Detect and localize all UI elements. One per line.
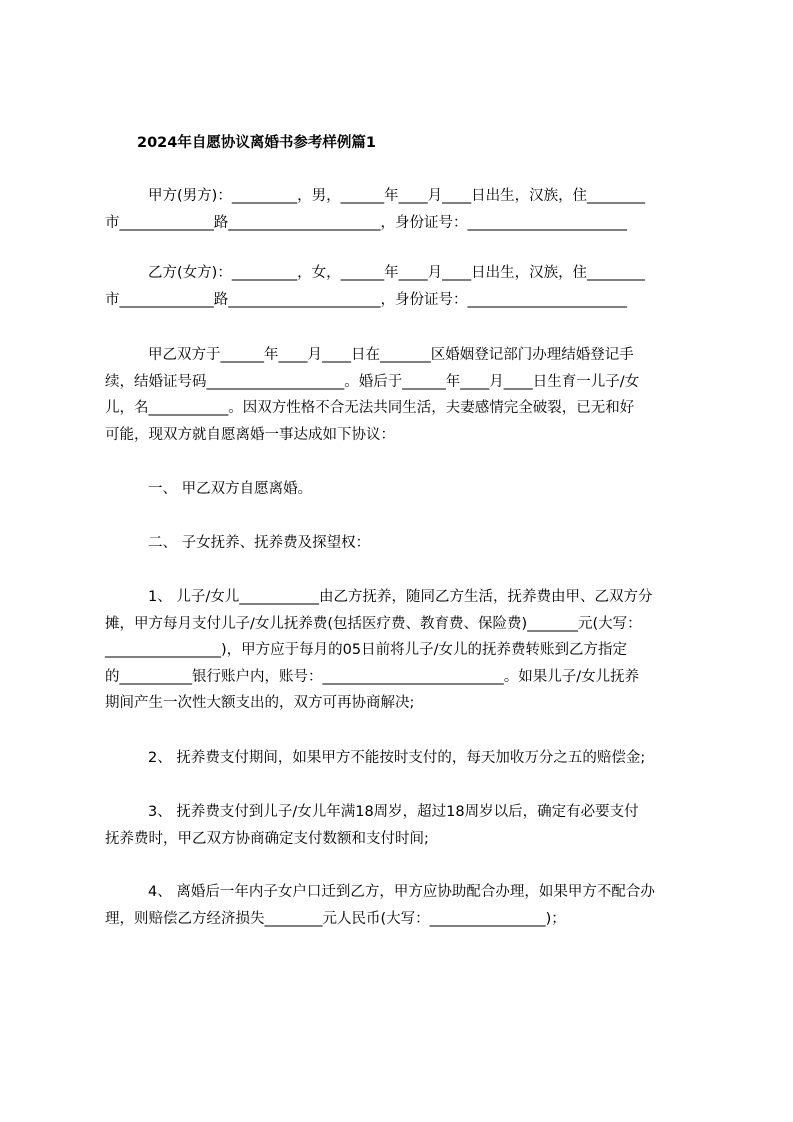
party-b-line-2: 市_____________路_____________________，身份证号：______________________ <box>105 292 627 308</box>
item-4-line-2: 理，则赔偿乙方经济损失________元人民币(大写：________________)； <box>105 911 566 927</box>
item-1-line-4: 的__________银行账户内，账号：_________________________。如果儿子/女儿抚养 <box>105 669 640 685</box>
item-3-line-1: 3、 抚养费支付到儿子/女儿年满18周岁，超过18周岁以后，确定有必要支付 <box>148 804 639 820</box>
intro-line-1: 甲乙双方于______年____月____日在_______区婚姻登记部门办理结婚登记手 <box>148 347 634 363</box>
intro-line-2: 续，结婚证号码___________________。婚后于______年____月____日生育一儿子/女 <box>105 374 640 390</box>
item-1-line-5: 期间产生一次性大额支出的，双方可再协商解决; <box>105 695 415 711</box>
clause-2-heading: 二、 子女抚养、抚养费及探望权： <box>148 535 371 551</box>
item-3-line-2: 抚养费时，甲乙双方协商确定支付数额和支付时间; <box>105 831 429 847</box>
document-title: 2024年自愿协议离婚书参考样例篇1 <box>137 135 376 151</box>
intro-line-3: 儿，名___________。因双方性格不合无法共同生活，夫妻感情完全破裂，已无和好 <box>105 400 635 416</box>
intro-line-4: 可能，现双方就自愿离婚一事达成如下协议： <box>105 427 395 443</box>
item-4-line-1: 4、 离婚后一年内子女户口迁到乙方，甲方应协助配合办理，如果甲方不配合办 <box>148 884 655 900</box>
item-1-line-1: 1、 儿子/女儿___________由乙方抚养，随同乙方生活，抚养费由甲、乙双方分 <box>148 589 653 605</box>
party-b-line-1: 乙方(女方)：_________，女，______年____月____日出生，汉族，住________ <box>148 265 646 281</box>
item-2-line-1: 2、 抚养费支付期间，如果甲方不能按时支付的，每天加收万分之五的赔偿金; <box>148 750 646 766</box>
item-1-line-3: ________________)，甲方应于每月的05日前将儿子/女儿的抚养费转账到乙方指定 <box>105 642 627 658</box>
party-a-line-2: 市_____________路_____________________，身份证号：______________________ <box>105 215 627 231</box>
party-a-line-1: 甲方(男方)：_________，男，______年____月____日出生，汉族，住________ <box>148 188 646 204</box>
item-1-line-2: 摊，甲方每月支付儿子/女儿抚养费(包括医疗费、教育费、保险费)_______元(大写： <box>105 616 642 632</box>
clause-1: 一、 甲乙双方自愿离婚。 <box>148 481 313 497</box>
